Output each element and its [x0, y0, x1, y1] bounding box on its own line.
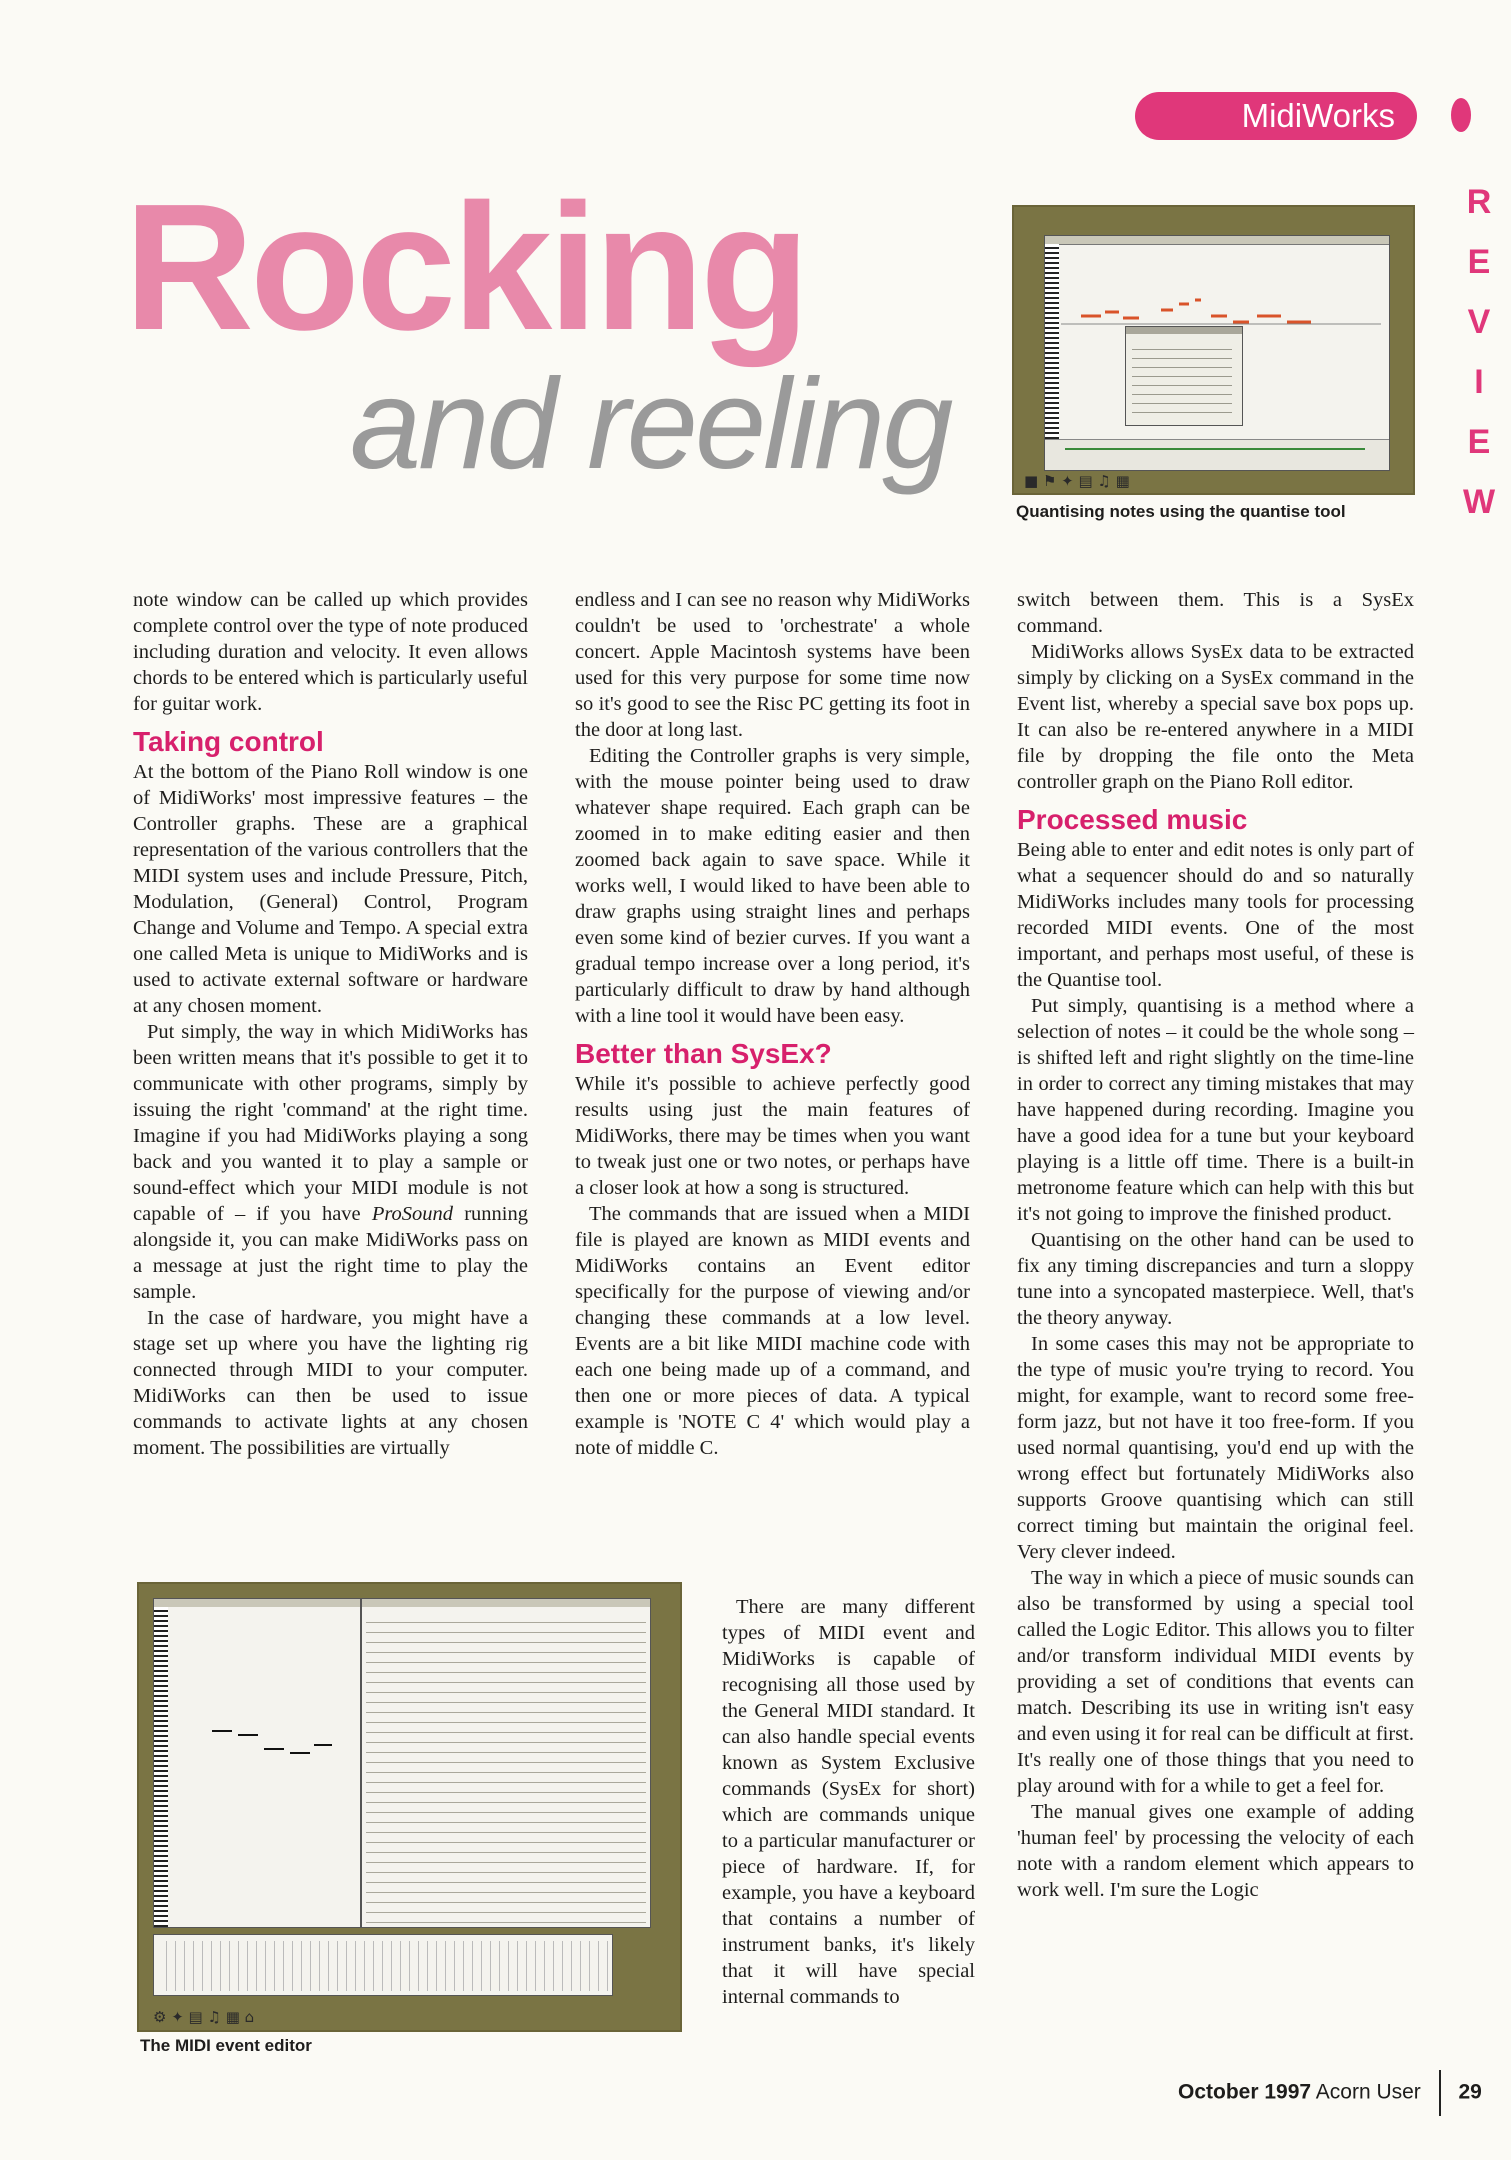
paragraph: The way in which a piece of music sounds can also be transformed by using a special tool called the Logic Editor. This allows you to filter and/or transform individual MIDI events by providing a set of conditions that events can match. Describing its use in writing isn't easy and even using it for real can be difficult at first. It's really one of those things that you need to play around with for a while to get a feel for. — [1017, 1567, 1414, 1797]
paragraph: Being able to enter and edit notes is only part of what a sequencer should do and so naturally MidiWorks includes many tools for processing recorded MIDI events. One of the most important, and perhaps most useful, of these is the Quantise tool. — [1017, 839, 1414, 991]
paragraph: In the case of hardware, you might have a stage set up where you have the lighting rig connected through MIDI to your computer. MidiWorks can then be used to issue commands to activate lights at any chosen moment. The possibilities are virtually — [133, 1307, 528, 1459]
paragraph: note window can be called up which provides complete control over the type of note produced including duration and velocity. It even allows chords to be entered which is particularly useful for guitar work. — [133, 589, 528, 715]
icon-bar: ■ ⚑ ✦ ▤ ♫ ▦ — [1024, 472, 1130, 490]
acorn-logo-icon — [1451, 98, 1471, 132]
piano-roll-window — [1044, 235, 1390, 471]
paragraph: MidiWorks allows SysEx data to be extracted simply by clicking on a SysEx command in the Event list, whereby a special save box pops up. It can also be re-entered anywhere in a MIDI file by dropping the file onto the Meta controller graph on the Piano Roll editor. — [1017, 641, 1414, 793]
page-number: 29 — [1458, 2080, 1482, 2104]
column-2 — [575, 587, 970, 1461]
product-name: ProSound — [371, 1203, 454, 1225]
paragraph: Put simply, quantising is a method where a selection of notes – it could be the whole song – is shifted left and right slightly on the time-line in order to correct any timing mistakes that may have happened during recording. Imagine you have a good idea for a tune but your keyboard playing is a little off time. There is a built-in metronome feature which can help with this but it's not going to improve the finished product. — [1017, 995, 1414, 1225]
review-letter: R — [1466, 183, 1492, 221]
quantise-caption: Quantising notes using the quantise tool — [1016, 502, 1346, 521]
issue-date: October 1997 — [1178, 2080, 1312, 2104]
review-letter: W — [1462, 483, 1496, 521]
paragraph: While it's possible to achieve perfectly good results using just the main features of MidiWorks, there may be times when you want to tweak just one or two notes, or perhaps have a closer look at how a song is structured. — [575, 1073, 970, 1199]
section-heading: Processed music — [1017, 804, 1248, 835]
paragraph: The manual gives one example of adding 'human feel' by processing the velocity of each note with a random element which appears to work well. I'm sure the Logic — [1017, 1801, 1414, 1901]
piano-roll-window — [153, 1598, 361, 1928]
paragraph: Quantising on the other hand can be used to fix any timing discrepancies and turn a sloppy tune into a syncopated masterpiece. Well, that's the theory anyway. — [1017, 1229, 1414, 1329]
page-subtitle: and reeling — [350, 353, 951, 496]
column-3 — [1017, 587, 1414, 1903]
paragraph: There are many different types of MIDI event and MidiWorks is capable of recognising all those used by the General MIDI standard. It can also handle special events known as System Exclusive commands (SysEx for short) which are commands unique to a particular manufacturer or piece of hardware. If, for example, you have a keyboard that contains a number of instrument banks, it's likely that it will have special internal commands to — [722, 1596, 975, 2008]
event-list-window — [361, 1598, 651, 1928]
event-editor-screenshot — [137, 1582, 682, 2032]
paragraph: The commands that are issued when a MIDI file is played are known as MIDI events and MidiWorks contains an Event editor specifically for the purpose of viewing and/or changing these commands at a low level. Events are a bit like MIDI machine code with each one being made up of a command, and then one or more pieces of data. A typical example is 'NOTE C 4' which would play a note of middle C. — [575, 1203, 970, 1459]
section-heading: Better than SysEx? — [575, 1038, 832, 1069]
review-vertical-label — [1459, 172, 1499, 532]
footer-divider — [1439, 2070, 1441, 2116]
paragraph: endless and I can see no reason why MidiWorks couldn't be used to 'orchestrate' a whole concert. Apple Macintosh systems have been used for this very purpose for some time now so it's good to see the Risc PC getting its foot in the door at long last. — [575, 589, 970, 741]
review-letter: V — [1467, 303, 1491, 341]
note-track-graphic — [172, 1709, 352, 1789]
magazine-name: Acorn User — [1315, 2080, 1421, 2104]
review-letter: I — [1474, 363, 1484, 401]
page-footer — [1178, 2070, 1482, 2116]
text-span: Put simply, the way in which MidiWorks has been written means that it's possible to get it to communicate with other programs, simply by issuing the right 'command' at the right time. Imagine if you had MidiWorks playing a song back and you wanted it to play a sample or sound-effect which your MIDI module is not capable of – if you have — [133, 1021, 528, 1225]
review-letter: E — [1467, 243, 1491, 281]
section-heading: Taking control — [133, 726, 324, 757]
page-title: Rocking — [124, 167, 807, 368]
paragraph: At the bottom of the Piano Roll window is one of MidiWorks' most impressive features – the Controller graphs. These are a graphical representation of the various controllers that the MIDI system uses and include Pressure, Pitch, Modulation, (General) Control, Program Change and Volume and Tempo. A special extra one called Meta is unique to MidiWorks and is used to activate external software or hardware at any chosen moment. — [133, 761, 528, 1017]
paragraph: switch between them. This is a SysEx command. — [1017, 589, 1414, 637]
paragraph: In some cases this may not be appropriate to the type of music you're trying to record. You might, for example, want to record some free-form jazz, but not have it too free-form. If you used normal quantising, you'd end up with the wrong effect but fortunately MidiWorks also supports Groove quantising which can still correct timing but maintain the original feel. Very clever indeed. — [1017, 1333, 1414, 1563]
paragraph: Editing the Controller graphs is very simple, with the mouse pointer being used to draw whatever shape required. Each graph can be zoomed in to make editing easier and then zoomed back again to save space. While it works well, I would liked to have been able to draw graphs using straight lines and perhaps even some kind of bezier curves. If you want a gradual tempo increase over a long period, it's particularly difficult to draw by hand although with a line tool it would have been easy. — [575, 745, 970, 1027]
quantise-screenshot — [1012, 205, 1415, 495]
section-tab: MidiWorks — [1135, 92, 1417, 140]
paragraph — [133, 1019, 528, 1305]
column-2-lower — [722, 1594, 975, 2010]
column-1 — [133, 587, 528, 1461]
review-letter: E — [1467, 423, 1491, 461]
event-editor-caption: The MIDI event editor — [140, 2036, 312, 2055]
track-window — [153, 1934, 613, 1996]
text-span: running alongside it, you can make MidiWorks pass on a message at just the right time to play the sample. — [133, 1203, 528, 1303]
icon-bar: ⚙ ✦ ▤ ♫ ▦ ⌂ — [153, 2008, 255, 2026]
quantise-dialog — [1125, 326, 1243, 426]
